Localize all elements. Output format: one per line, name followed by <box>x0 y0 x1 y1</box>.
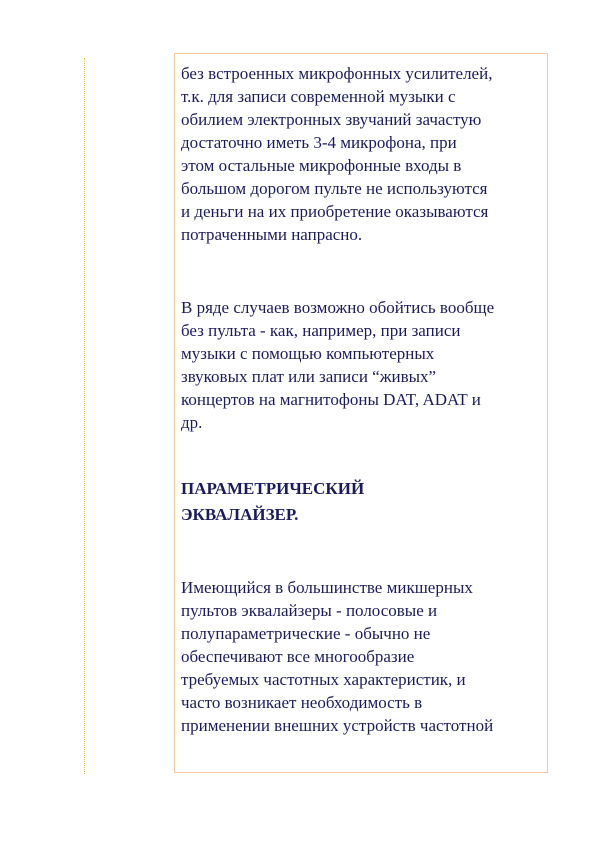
text-line: потраченными напрасно. <box>181 225 363 244</box>
paragraph-1 <box>181 62 547 246</box>
text-line: требуемых частотных характеристик, и <box>181 670 466 689</box>
paragraph-3 <box>181 576 547 737</box>
text-line: В ряде случаев возможно обойтись вообще <box>181 298 495 317</box>
margin-guide-line <box>84 58 85 774</box>
heading-line: ЭКВАЛАЙЗЕР. <box>181 505 299 524</box>
text-line: этом остальные микрофонные входы в <box>181 156 462 175</box>
text-line: полупараметрические - обычно не <box>181 624 431 643</box>
text-line: концертов на магнитофоны DAT, ADAT и <box>181 390 481 409</box>
text-line: Имеющийся в большинстве микшерных <box>181 578 473 597</box>
paragraph-2 <box>181 296 547 434</box>
text-line: и деньги на их приобретение оказываются <box>181 202 489 221</box>
text-line: музыки с помощью компьютерных <box>181 344 435 363</box>
section-heading <box>181 476 547 528</box>
text-line: обилием электронных звучаний зачастую <box>181 110 482 129</box>
text-line: достаточно иметь 3-4 микрофона, при <box>181 133 457 152</box>
text-line: обеспечивают все многообразие <box>181 647 415 666</box>
text-line: т.к. для записи современной музыки с <box>181 87 456 106</box>
text-line: без пульта - как, например, при записи <box>181 321 461 340</box>
text-line: без встроенных микрофонных усилителей, <box>181 64 493 83</box>
text-line: пультов эквалайзеры - полосовые и <box>181 601 438 620</box>
text-line: применении внешних устройств частотной <box>181 716 494 735</box>
text-line: др. <box>181 413 203 432</box>
text-line: часто возникает необходимость в <box>181 693 423 712</box>
text-line: звуковых плат или записи “живых” <box>181 367 437 386</box>
heading-line: ПАРАМЕТРИЧЕСКИЙ <box>181 479 365 498</box>
document-body <box>181 62 547 737</box>
text-line: большом дорогом пульте не используются <box>181 179 488 198</box>
